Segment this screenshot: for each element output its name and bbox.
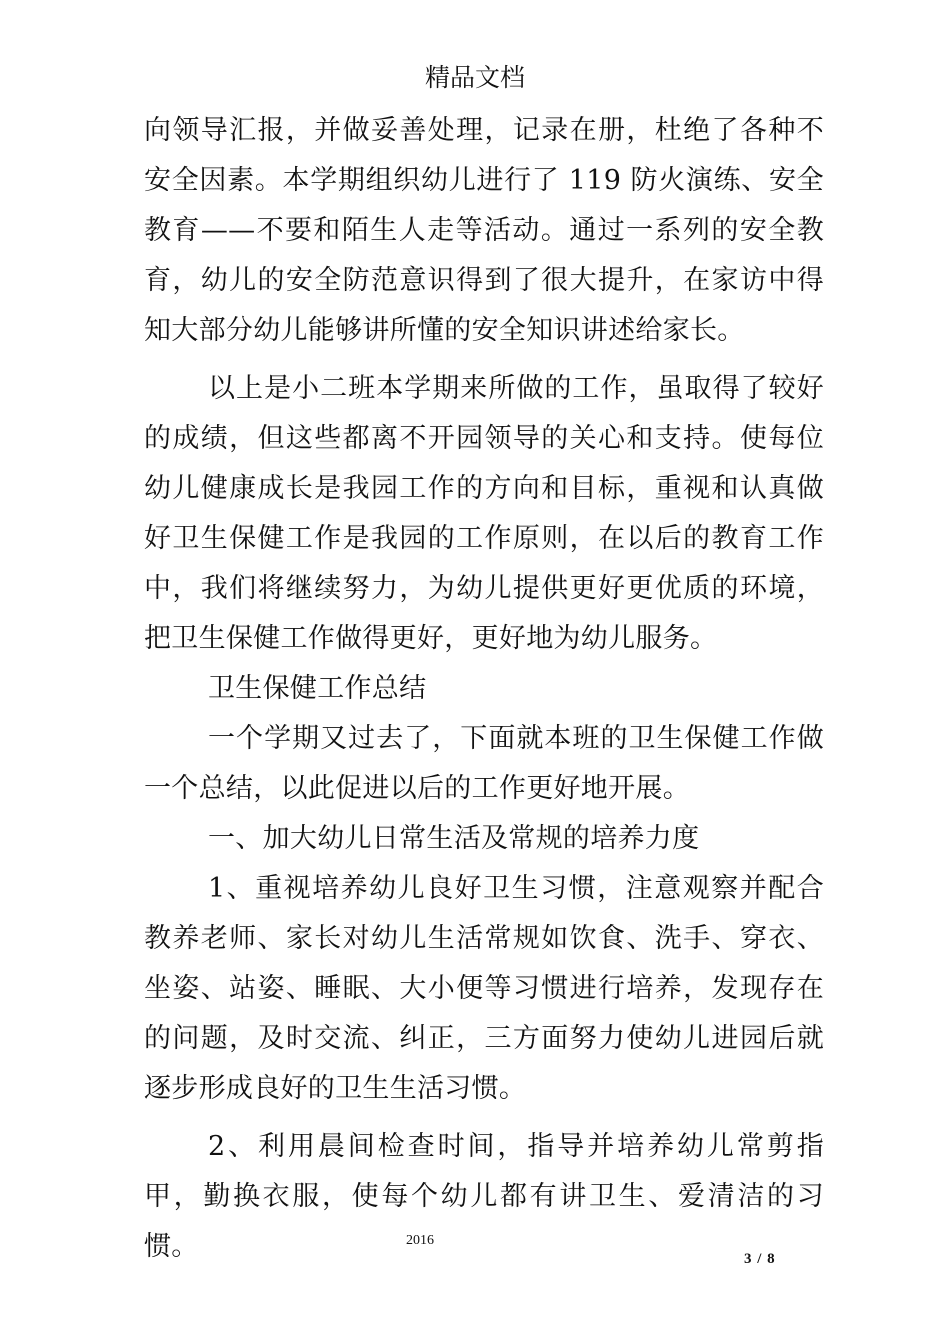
paragraph-summary: 以上是小二班本学期来所做的工作，虽取得了较好的成绩，但这些都离不开园领导的关心和支持。使每位幼儿健康成长是我园工作的方向和目标，重视和认真做好卫生保健工作是我园的工作原则，在以后的教育工作中，我们将继续努力，为幼儿提供更好更优质的环境，把卫生保健工作做得更好，更好地为幼儿服务。 xyxy=(144,373,824,654)
section-heading-1: 一、加大幼儿日常生活及常规的培养力度 xyxy=(208,823,700,854)
page-header-title: 精品文档 xyxy=(424,63,525,92)
page-number: 3 / 8 xyxy=(744,1251,776,1267)
section-title: 卫生保健工作总结 xyxy=(208,673,427,704)
paragraph-safety-continued: 向领导汇报，并做妥善处理，记录在册，杜绝了各种不安全因素。本学期组织幼儿进行了 119 防火演练、安全教育——不要和陌生人走等活动。通过一系列的安全教育，幼儿的安全防范意识得到了很大提升，在家访中得知大部分幼儿能够讲所懂的安全知识讲述给家长。 xyxy=(144,115,824,346)
footer-year: 2016 xyxy=(406,1233,434,1248)
paragraph-intro: 一个学期又过去了，下面就本班的卫生保健工作做一个总结，以此促进以后的工作更好地开展。 xyxy=(144,723,824,804)
paragraph-item-1: 1、重视培养幼儿良好卫生习惯，注意观察并配合教养老师、家长对幼儿生活常规如饮食、洗手、穿衣、坐姿、站姿、睡眠、大小便等习惯进行培养，发现存在的问题，及时交流、纠正，三方面努力使幼儿进园后就逐步形成良好的卫生生活习惯。 xyxy=(144,873,824,1104)
paragraph-item-2: 2、利用晨间检查时间，指导并培养幼儿常剪指甲，勤换衣服，使每个幼儿都有讲卫生、爱清洁的习惯。 xyxy=(144,1131,824,1262)
document-body xyxy=(144,106,824,1272)
